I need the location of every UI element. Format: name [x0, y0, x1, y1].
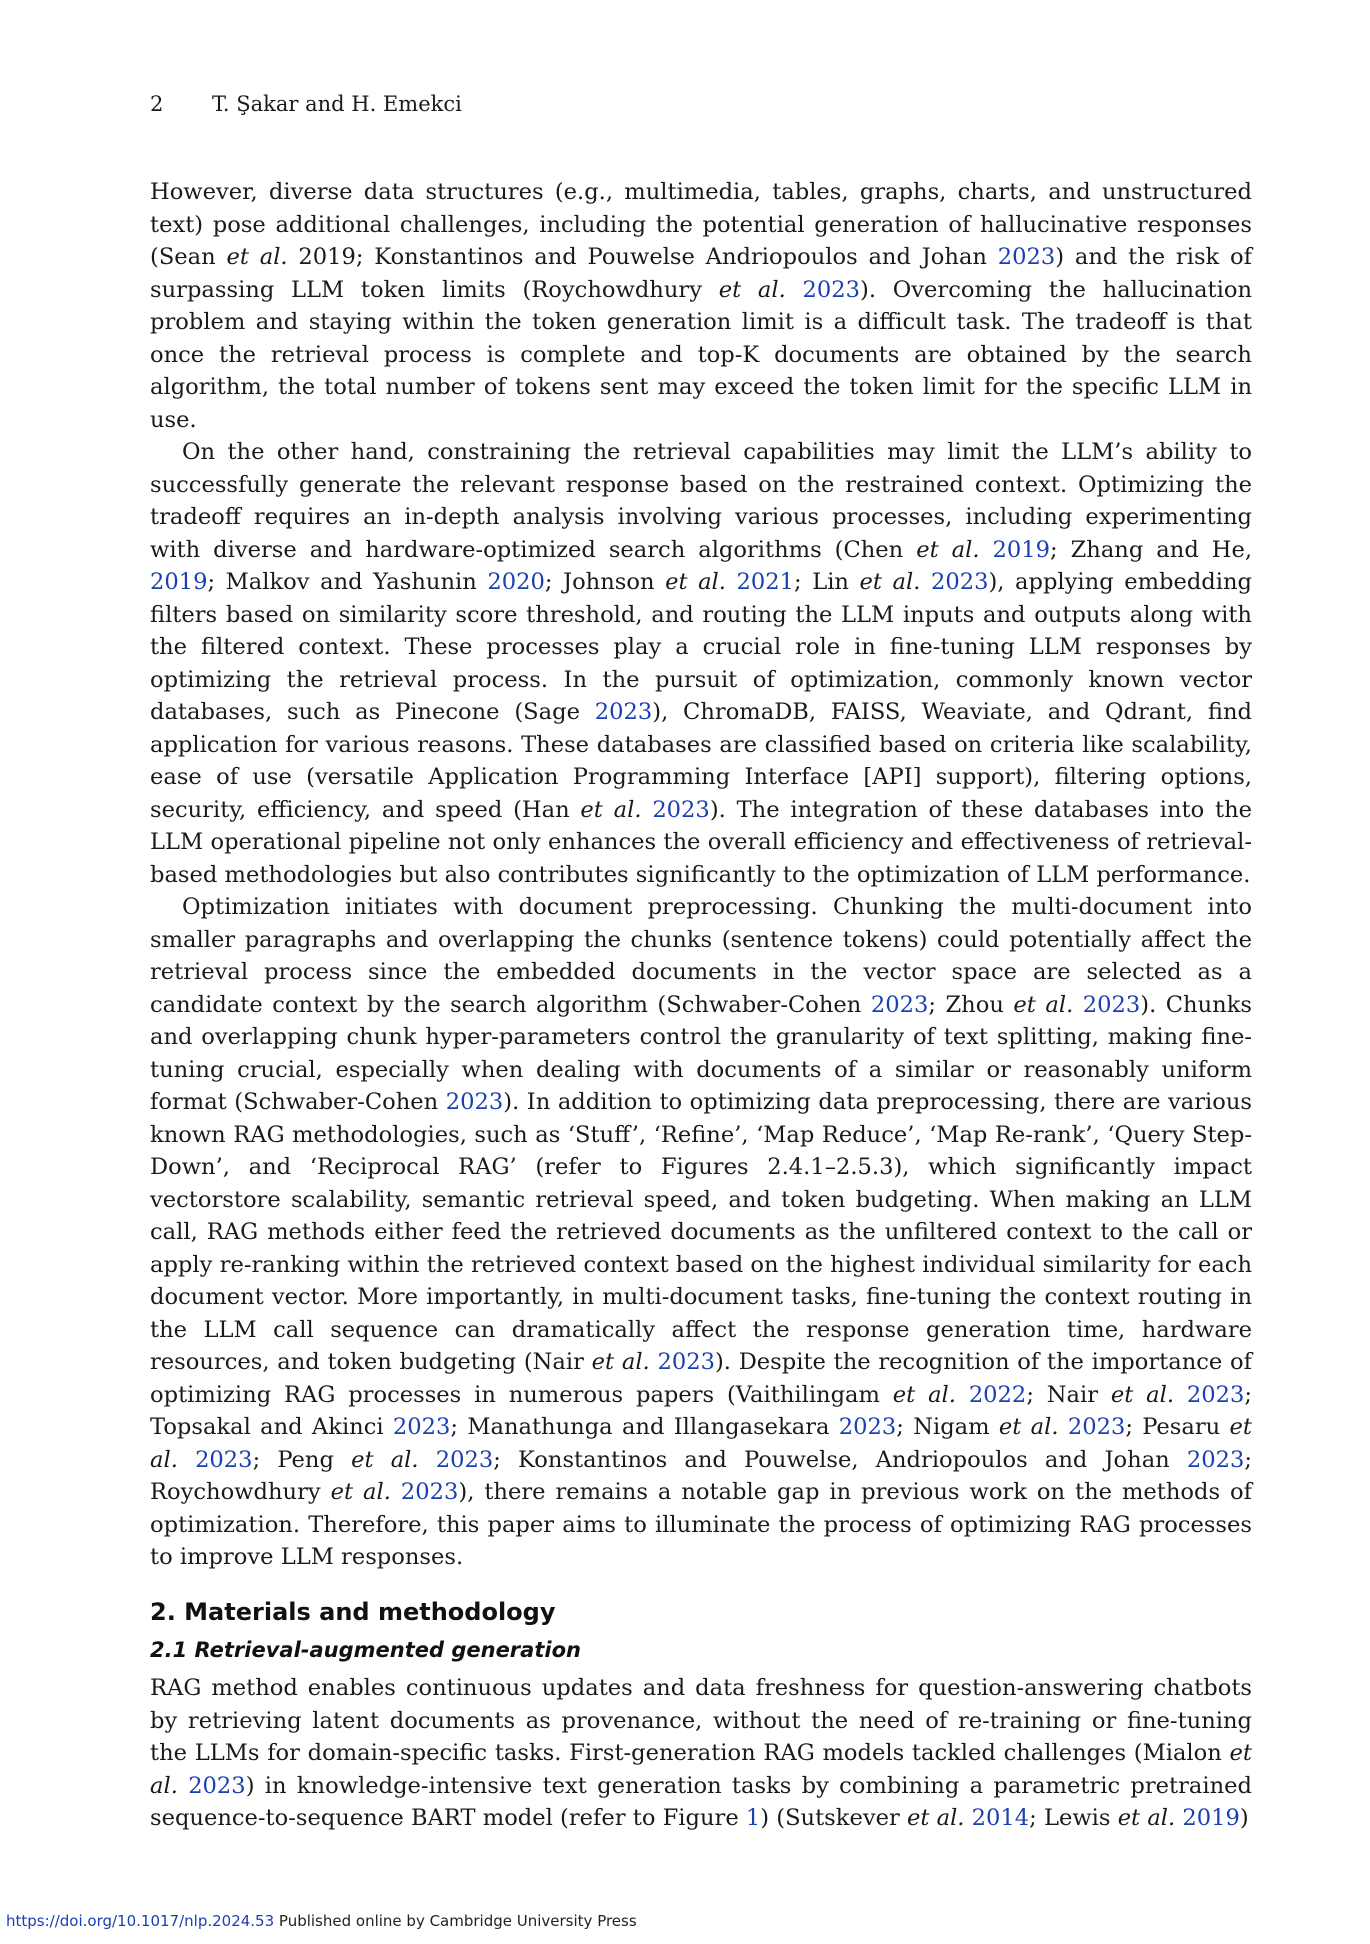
- citation-link[interactable]: 2023: [594, 699, 653, 725]
- paragraph-3: [150, 891, 1252, 1574]
- text-run: [391, 1479, 401, 1505]
- italic-text: et al.: [892, 1381, 956, 1408]
- text-run: [956, 1382, 969, 1408]
- text-run: [980, 537, 993, 563]
- text-run: [178, 1447, 195, 1473]
- paragraph-2: [150, 436, 1252, 891]
- text-run: [1073, 992, 1083, 1018]
- italic-text: et al.: [906, 1805, 965, 1831]
- text-run: [726, 569, 737, 595]
- text-run: ; Lewis: [1029, 1805, 1118, 1831]
- citation-link[interactable]: 2023: [1186, 1381, 1245, 1408]
- citation-link[interactable]: 2019: [992, 536, 1050, 563]
- italic-text: et al.: [998, 1414, 1059, 1440]
- citation-link[interactable]: 2014: [971, 1805, 1030, 1831]
- italic-text: et al.: [1013, 991, 1074, 1018]
- citation-link[interactable]: 2023: [652, 796, 710, 823]
- body-text: [150, 176, 1252, 1574]
- text-run: ; Johnson: [544, 569, 666, 595]
- text-run: ; Konstantinos and Pouwelse, Andriopoulos and Johan: [493, 1446, 1187, 1473]
- italic-text: et al.: [150, 1414, 1252, 1473]
- text-run: ; Topsakal and Akinci: [150, 1381, 1253, 1440]
- text-run: [642, 797, 653, 823]
- citation-link[interactable]: 2023: [435, 1446, 494, 1473]
- text-run: [419, 1447, 436, 1473]
- paragraph-1: [150, 176, 1252, 436]
- italic-text: et al.: [226, 244, 288, 270]
- citation-link[interactable]: 2019: [1182, 1805, 1240, 1831]
- text-run: However, diverse data structures (e.g., multimedia, tables, graphs, charts, and unstructured text) pose additional challenges, including the potential generation of hallucinative responses (Sean: [150, 179, 1252, 270]
- text-run: [178, 1773, 188, 1799]
- text-run: ; Nigam: [896, 1414, 999, 1440]
- citation-link[interactable]: 2023: [195, 1446, 253, 1473]
- text-run: ). In addition to optimizing data preprocessing, there are various known RAG methodologies, such as ‘Stuff’, ‘Refine’, ‘Map Reduce’, ‘Map Re-rank’, ‘Query Step-Down’, and ‘Reciprocal RAG’ (refer to Figures 2.4.1–2.5.3), which significantly impact vectorstore scalability, semantic retrieval speed, and token budgeting. When making an LLM call, RAG methods either feed the retrieved documents as the unfiltered context to the call or apply re-ranking within the retrieved context based on the highest individual similarity for each document vector. More importantly, in multi-document tasks, fine-tuning the context routing in the LLM call sequence can dramatically affect the response generation time, hardware resources, and token budgeting (Nair: [150, 1089, 1252, 1375]
- citation-link[interactable]: 2023: [802, 276, 861, 303]
- citation-link[interactable]: 2023: [188, 1772, 246, 1799]
- citation-link[interactable]: 2021: [736, 569, 795, 595]
- citation-link[interactable]: 2022: [968, 1381, 1027, 1408]
- citation-link[interactable]: 2023: [657, 1349, 715, 1375]
- publisher-note: Published online by Cambridge University Press: [274, 1912, 637, 1930]
- text-run: [1059, 1414, 1068, 1440]
- text-run: ; Zhang and He,: [1050, 536, 1253, 563]
- italic-text: et al.: [1110, 1381, 1175, 1408]
- italic-text: et al.: [665, 569, 726, 595]
- citation-link[interactable]: 2020: [487, 569, 545, 595]
- section-heading: 2. Materials and methodology: [150, 1598, 556, 1626]
- doi-link[interactable]: https://doi.org/10.1017/nlp.2024.53: [6, 1912, 275, 1930]
- italic-text: et al.: [859, 569, 921, 595]
- citation-link[interactable]: 2023: [1067, 1414, 1126, 1440]
- text-run: ), ChromaDB, FAISS, Weaviate, and Qdrant, find application for various reasons. These databases are classified based on criteria like scalability, ease of use (versatile Application Programming Interface [API] support), filtering options, security, efficiency, and speed (Han: [150, 699, 1252, 823]
- text-run: ), applying embedding filters based on similarity score threshold, and routing the LLM inputs and outputs along with the filtered context. These processes play a crucial role in fine-tuning LLM responses by optimizing the retrieval process. In the pursuit of optimization, commonly known vector databases, such as Pinecone (Sage: [150, 569, 1253, 725]
- text-run: [964, 1805, 971, 1831]
- text-run: ; Roychowdhury: [150, 1446, 1253, 1505]
- citation-link[interactable]: 2023: [930, 569, 989, 595]
- running-head-authors: T. Şakar and H. Emekci: [212, 92, 462, 116]
- text-run: ) (Sutskever: [760, 1805, 907, 1831]
- text-run: ; Zhou: [928, 991, 1014, 1018]
- italic-text: et al.: [351, 1446, 419, 1473]
- text-run: [786, 277, 803, 303]
- text-run: 2019; Konstantinos and Pouwelse Andriopoulos and Johan: [287, 244, 998, 270]
- citation-link[interactable]: 2023: [392, 1414, 451, 1440]
- citation-link[interactable]: 2019: [150, 569, 208, 595]
- citation-link[interactable]: 2023: [1082, 991, 1141, 1018]
- citation-link[interactable]: 2023: [445, 1089, 504, 1115]
- citation-link[interactable]: 2023: [400, 1479, 459, 1505]
- page-footer: [6, 1912, 637, 1930]
- italic-text: et al.: [591, 1349, 650, 1375]
- text-run: ; Manathunga and Illangasekara: [450, 1414, 839, 1440]
- text-run: [920, 569, 931, 595]
- running-head: [150, 92, 462, 116]
- text-run: ), there remains a notable gap in previous work on the methods of optimization. Therefore, this paper aims to illuminate the process of optimizing RAG processes to improve LLM responses.: [150, 1479, 1252, 1570]
- italic-text: et al.: [150, 1740, 1252, 1799]
- italic-text: et al.: [580, 796, 642, 823]
- text-run: ; Peng: [252, 1446, 352, 1473]
- italic-text: et al.: [1117, 1805, 1176, 1831]
- italic-text: et al.: [330, 1479, 391, 1505]
- text-run: ; Lin: [794, 569, 860, 595]
- text-run: ). Chunks and overlapping chunk hyper-parameters control the granularity of text splitting, making fine-tuning crucial, especially when dealing with documents of a similar or reasonably uniform format (Schwaber-Cohen: [150, 991, 1252, 1115]
- italic-text: et al.: [718, 276, 786, 303]
- text-run: ; Malkov and Yashunin: [207, 569, 488, 595]
- text-run: ; Pesaru: [1125, 1414, 1230, 1440]
- citation-link[interactable]: 2023: [997, 244, 1056, 270]
- citation-link[interactable]: 1: [745, 1805, 761, 1831]
- text-run: On the other hand, constraining the retrieval capabilities may limit the LLM’s ability to successfully generate the relevant response based on the restrained context. Optimizing the tradeoff requires an in-depth analysis involving various processes, including experimenting with diverse and hardware-optimized search algorithms (Chen: [150, 439, 1252, 563]
- subsection-heading: 2.1 Retrieval-augmented generation: [150, 1638, 581, 1662]
- section-paragraph: [150, 1672, 1252, 1835]
- text-run: ). The integration of these databases into the LLM operational pipeline not only enhances the overall efficiency and effectiveness of retrieval-based methodologies but also contributes significantly to the optimization of LLM performance.: [150, 796, 1252, 888]
- text-run: ) and the risk of surpassing LLM token limits (Roychowdhury: [150, 244, 1252, 303]
- text-run: ; Nair: [1026, 1381, 1111, 1408]
- citation-link[interactable]: 2023: [870, 991, 929, 1018]
- citation-link[interactable]: 2023: [1186, 1446, 1245, 1473]
- italic-text: et al.: [916, 536, 980, 563]
- page-number: 2: [150, 92, 164, 116]
- text-run: ) in knowledge-intensive text generation tasks by combining a parametric pretrained sequence-to-sequence BART model (refer to Figure: [150, 1772, 1252, 1831]
- text-run: ): [1239, 1805, 1249, 1831]
- text-run: Optimization initiates with document preprocessing. Chunking the multi-document into smaller paragraphs and overlapping the chunks (sentence tokens) could potentially affect the retrieval process since the embedded documents in the vector space are selected as a candidate context by the search algorithm (Schwaber-Cohen: [150, 894, 1252, 1018]
- text-run: [1174, 1382, 1187, 1408]
- text-run: RAG method enables continuous updates and data freshness for question-answering chatbots by retrieving latent documents as provenance, without the need of re-training or fine-tuning the LLMs for domain-specific tasks. First-generation RAG models tackled challenges (Mialon: [150, 1675, 1252, 1766]
- text-run: ). Despite the recognition of the importance of optimizing RAG processes in numerous papers (Vaithilingam: [150, 1349, 1252, 1408]
- text-run: ). Overcoming the hallucination problem and staying within the token generation limit is a difficult task. The tradeoff is that once the retrieval process is complete and top-K documents are obtained by the search algorithm, the total number of tokens sent may exceed the token limit for the specific LLM in use.: [150, 276, 1253, 433]
- citation-link[interactable]: 2023: [838, 1414, 897, 1440]
